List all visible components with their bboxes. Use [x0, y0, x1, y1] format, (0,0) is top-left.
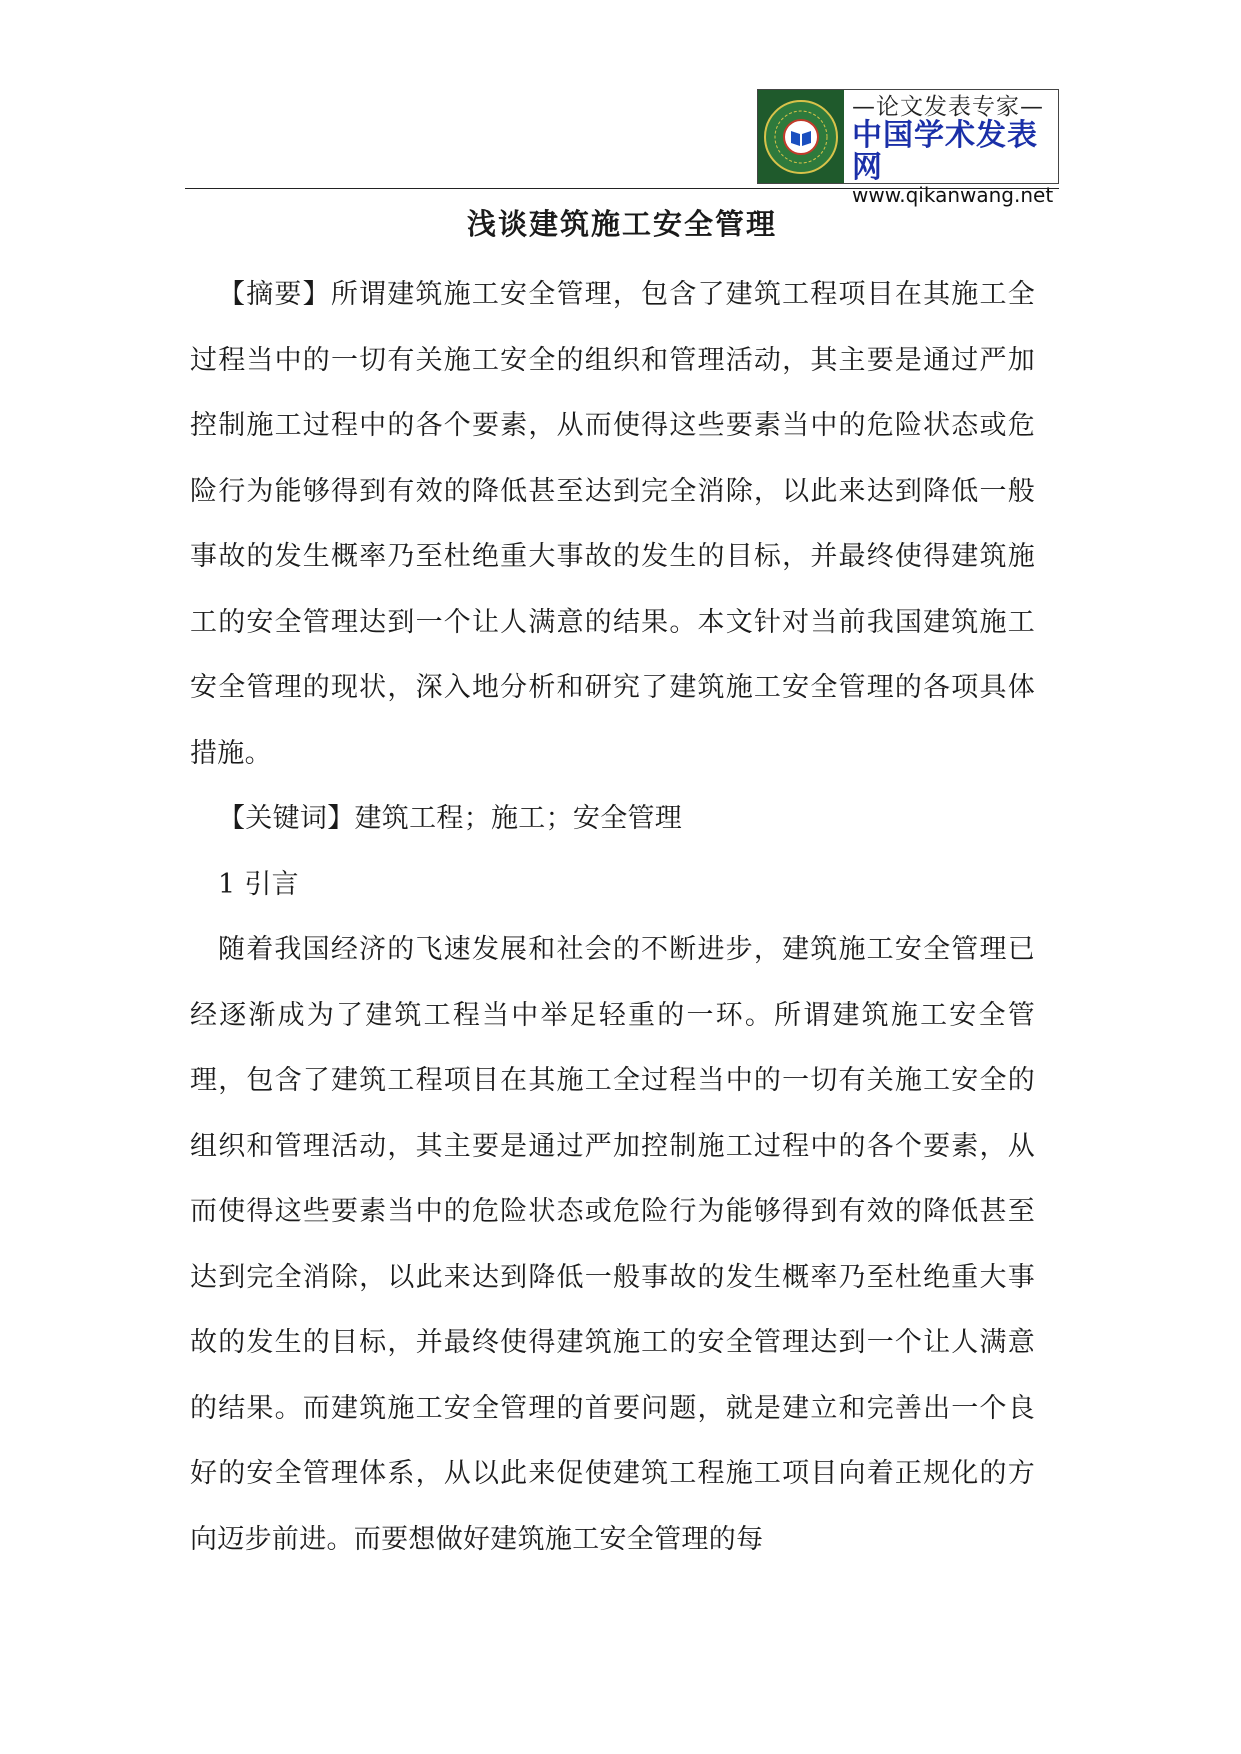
seal-emblem-icon [758, 90, 844, 183]
logo-brand-name: 中国学术发表网 [852, 118, 1038, 185]
abstract-paragraph: 【摘要】所谓建筑施工安全管理，包含了建筑工程项目在其施工全过程当中的一切有关施工安全的组织和管理活动，其主要是通过严加控制施工过程中的各个要素，从而使得这些要素当中的危险状态或危险行为能够得到有效的降低甚至达到完全消除，以此来达到降低一般事故的发生概率乃至杜绝重大事故的发生的目标，并最终使得建筑施工的安全管理达到一个让人满意的结果。本文针对当前我国建筑施工安全管理的现状，深入地分析和研究了建筑施工安全管理的各项具体措施。 [190, 279, 1035, 769]
document-body [190, 262, 1035, 1572]
document-title: 浅谈建筑施工安全管理 [466, 207, 777, 241]
keywords-paragraph: 【关键词】建筑工程；施工；安全管理 [218, 803, 683, 834]
header-divider [185, 188, 1059, 189]
logo-url: www.qikanwang.net [852, 183, 1054, 207]
section-heading-introduction: 1 引言 [218, 868, 299, 900]
book-seal-icon [761, 97, 841, 177]
introduction-paragraph: 随着我国经济的飞速发展和社会的不断进步，建筑施工安全管理已经逐渐成为了建筑工程当中举足轻重的一环。所谓建筑施工安全管理，包含了建筑工程项目在其施工全过程当中的一切有关施工安全的组织和管理活动，其主要是通过严加控制施工过程中的各个要素，从而使得这些要素当中的危险状态或危险行为能够得到有效的降低甚至达到完全消除，以此来达到降低一般事故的发生概率乃至杜绝重大事故的发生的目标，并最终使得建筑施工的安全管理达到一个让人满意的结果。而建筑施工安全管理的首要问题，就是建立和完善出一个良好的安全管理体系，从以此来促使建筑工程施工项目向着正规化的方向迈步前进。而要想做好建筑施工安全管理的每 [190, 934, 1035, 1555]
logo-slogan: —论文发表专家— [852, 94, 1044, 120]
publisher-logo [757, 89, 1059, 207]
